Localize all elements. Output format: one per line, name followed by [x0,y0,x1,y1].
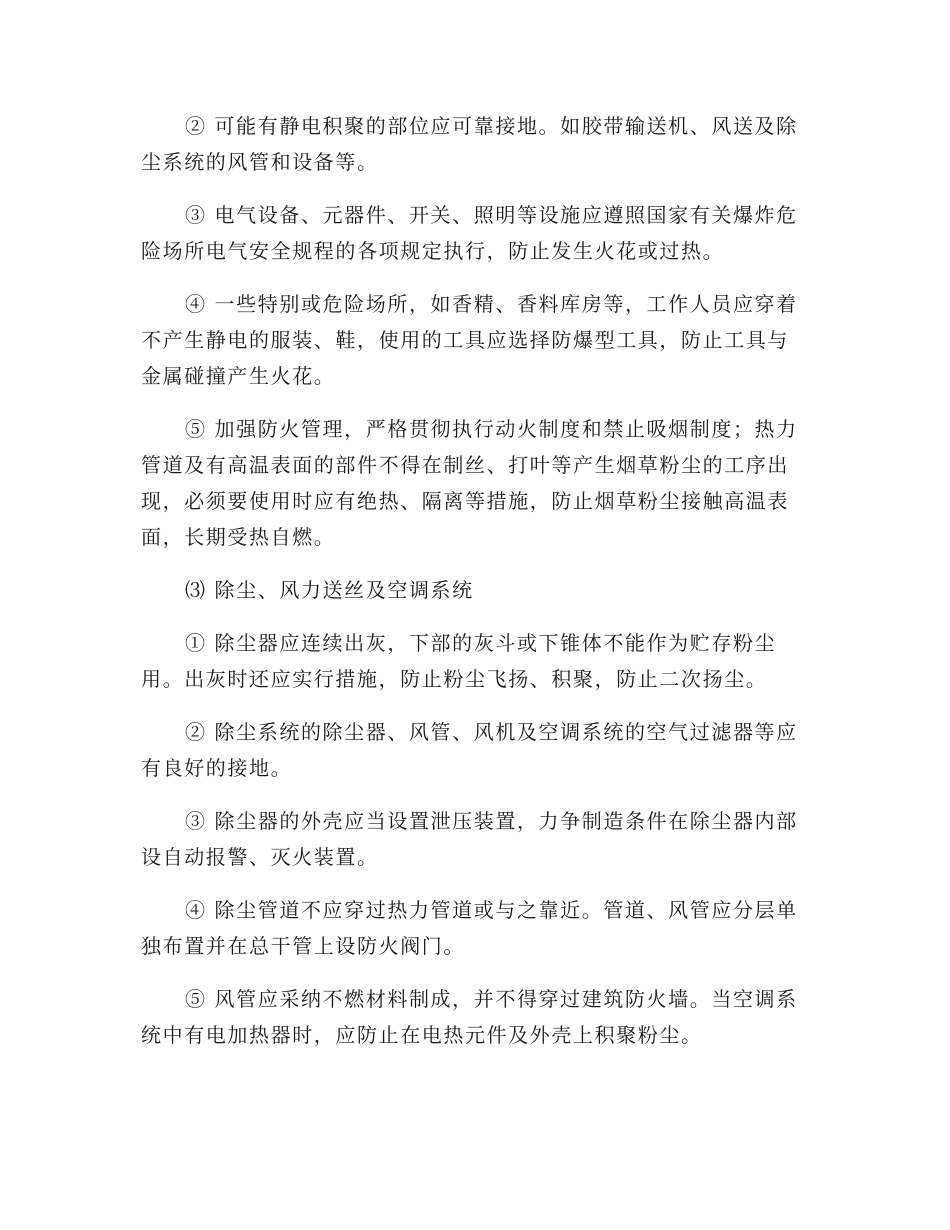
text-line: 现，必须要使用时应有绝热、隔离等措施，防止烟草粉尘接触高温表 [141,489,789,513]
text-line: ② 可能有静电积聚的部位应可靠接地。如胶带输送机、风送及除 [185,114,798,138]
paragraph-1-dust-collector [141,625,801,697]
text-line: 有良好的接地。 [141,756,293,780]
text-line: 设自动报警、灭火装置。 [141,845,379,869]
text-line: 不产生静电的服装、鞋，使用的工具应选择防爆型工具，防止工具与 [141,328,789,352]
paragraph-4-duct-layout [141,892,801,964]
paragraph-2-static-grounding [141,108,801,180]
text-line: ⑶ 除尘、风力送丝及空调系统 [185,578,474,602]
text-line: 独布置并在总干管上设防火阀门。 [141,934,465,958]
paragraph-5-fire-management [141,411,801,555]
paragraph-5-duct-materials [141,981,801,1053]
text-line: 用。出灰时还应实行措施，防止粉尘飞扬、积聚，防止二次扬尘。 [141,667,768,691]
text-line: ⑤ 风管应采纳不燃材料制成，并不得穿过建筑防火墙。当空调系 [185,987,798,1011]
text-line: ② 除尘系统的除尘器、风管、风机及空调系统的空气过滤器等应 [185,720,798,744]
text-line: 面，长期受热自燃。 [141,525,336,549]
paragraph-3-electrical-equipment [141,197,801,269]
paragraph-2-grounding [141,714,801,786]
text-line: ③ 除尘器的外壳应当设置泄压装置，力争制造条件在除尘器内部 [185,809,798,833]
paragraph-3-pressure-relief [141,803,801,875]
text-line: ③ 电气设备、元器件、开关、照明等设施应遵照国家有关爆炸危 [185,203,798,227]
document-body [141,108,801,1070]
text-line: 金属碰撞产生火花。 [141,364,336,388]
text-line: 险场所电气安全规程的各项规定执行，防止发生火花或过热。 [141,239,725,263]
section-heading-dust-removal [141,572,801,608]
text-line: 管道及有高温表面的部件不得在制丝、打叶等产生烟草粉尘的工序出 [141,453,789,477]
text-line: 统中有电加热器时，应防止在电热元件及外壳上积聚粉尘。 [141,1023,703,1047]
paragraph-4-special-places [141,286,801,394]
text-line: ⑤ 加强防火管理，严格贯彻执行动火制度和禁止吸烟制度；热力 [185,417,798,441]
text-line: ④ 除尘管道不应穿过热力管道或与之靠近。管道、风管应分层单 [185,898,798,922]
text-line: ① 除尘器应连续出灰，下部的灰斗或下锥体不能作为贮存粉尘 [185,631,777,655]
text-line: 尘系统的风管和设备等。 [141,150,379,174]
text-line: ④ 一些特别或危险场所，如香精、香料库房等，工作人员应穿着 [185,292,798,316]
